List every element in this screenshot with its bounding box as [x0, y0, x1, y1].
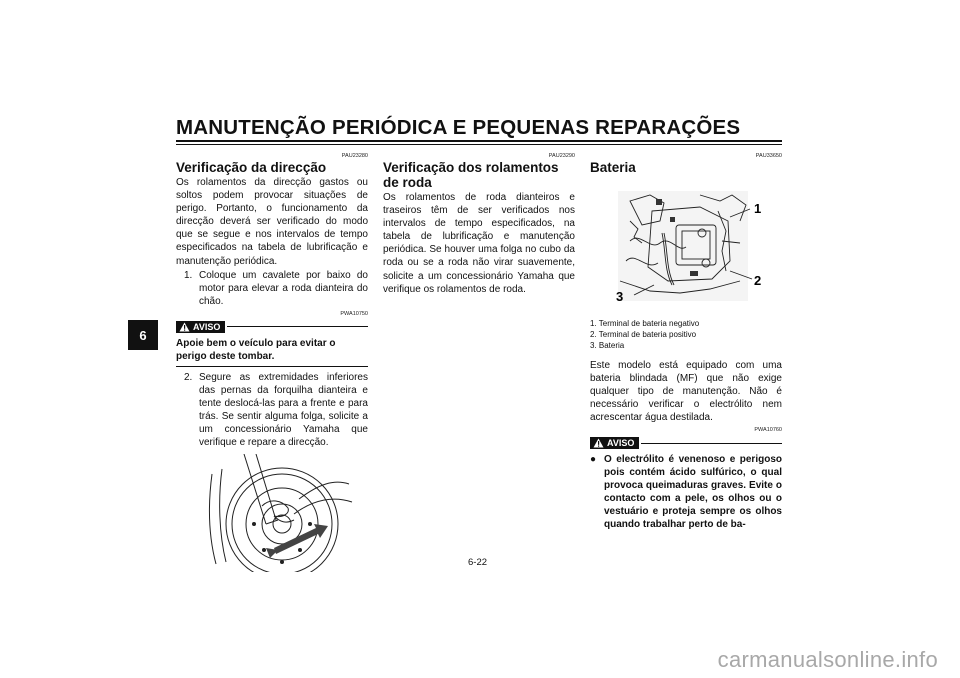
section-code: PAU23280 [341, 153, 368, 159]
wheel-bearings-text: Os rolamentos de roda dianteiros e traseiros têm de ser verificados nos intervalos de tempo especificados, na tabela de lubrificação e manutenção periódica. Se houver uma folga no cubo da roda ou se a roda não virar suavemente, solicite a um concessionário Yamaha que verifique os rolamentos de roda. [383, 192, 575, 295]
warning-triangle-icon [593, 438, 604, 448]
figure-captions [590, 318, 782, 351]
callout-1: 1 [754, 201, 762, 216]
warning-triangle-icon [179, 322, 190, 332]
step-2 [176, 371, 368, 450]
aviso-label: AVISO [193, 321, 221, 332]
section-heading-steering: Verificação da direcção [176, 160, 327, 175]
section-heading-battery: Bateria [590, 160, 636, 175]
title-rule [176, 140, 782, 142]
chapter-tab: 6 [128, 320, 158, 350]
warning-header [176, 321, 368, 333]
caption-item: 3. Bateria [590, 341, 625, 350]
page-number: 6-22 [468, 557, 488, 568]
steering-illustration [176, 454, 368, 577]
aviso-badge [590, 437, 639, 449]
battery-text: Este modelo está equipado com uma bateria blindada (MF) que não exige qualquer tipo de manutenção. Não é necessário verificar o electrólito nem acrescentar água destilada. [590, 360, 782, 424]
column-battery [590, 150, 782, 531]
page-title: MANUTENÇÃO PERIÓDICA E PEQUENAS REPARAÇÕES [176, 116, 741, 139]
warning-bottom-rule [176, 366, 368, 367]
column-wheel-bearings [383, 150, 575, 297]
section-heading-wheel-bearings: Verificação dos rolamentos de roda [383, 160, 559, 190]
caption-item: 1. Terminal de bateria negativo [590, 319, 700, 328]
warning-code: PWA10750 [340, 310, 368, 317]
step-number: 1. [184, 269, 193, 281]
warning-code: PWA10760 [754, 427, 782, 434]
warning-text: Apoie bem o veículo para evitar o perigo deste tombar. [176, 337, 336, 362]
step-1 [176, 269, 368, 308]
title-rule-thin [176, 144, 782, 145]
warning-header [590, 437, 782, 449]
front-wheel-fork-drawing [204, 454, 354, 572]
aviso-badge [176, 321, 225, 333]
caption-item: 2. Terminal de bateria positivo [590, 330, 697, 339]
section-code: PAU23290 [548, 153, 575, 159]
column-steering [176, 150, 368, 577]
warning-rule [641, 443, 782, 444]
section-code: PAU33650 [755, 153, 782, 159]
step-text: Segure as extremidades inferiores das pernas da forquilha dianteira e tente deslocá-las para a frente e para trás. Se sentir alguma folga, solicite a um concessionário Yamaha que verifique e repare a direcção. [199, 371, 368, 449]
warning-rule [227, 326, 368, 327]
bullet-text: O electrólito é venenoso e perigoso pois contém ácido sulfúrico, o qual provoca queimaduras graves. Evite o contacto com a pele, os olhos ou o vestuário e proteja sempre os olhos quando trabalhar perto de ba- [604, 454, 782, 531]
watermark: carmanualsonline.info [717, 647, 938, 672]
callout-2: 2 [754, 273, 762, 288]
callout-3: 3 [616, 289, 624, 304]
battery-area-drawing [590, 181, 782, 309]
aviso-label: AVISO [607, 438, 635, 449]
step-text: Coloque um cavalete por baixo do motor para elevar a roda dianteira do chão. [199, 269, 368, 307]
battery-illustration [590, 181, 782, 314]
bullet-icon: ● [590, 454, 597, 466]
steering-intro: Os rolamentos da direcção gastos ou soltos podem provocar situações de perigo. Portanto, o funcionamento da direcção deverá ser verificado do modo que se segue e nos intervalos de tempo especificados na tabela de lubrificação e manutenção periódica. [176, 177, 368, 267]
step-number: 2. [184, 371, 193, 383]
warning-bullet [590, 453, 782, 531]
